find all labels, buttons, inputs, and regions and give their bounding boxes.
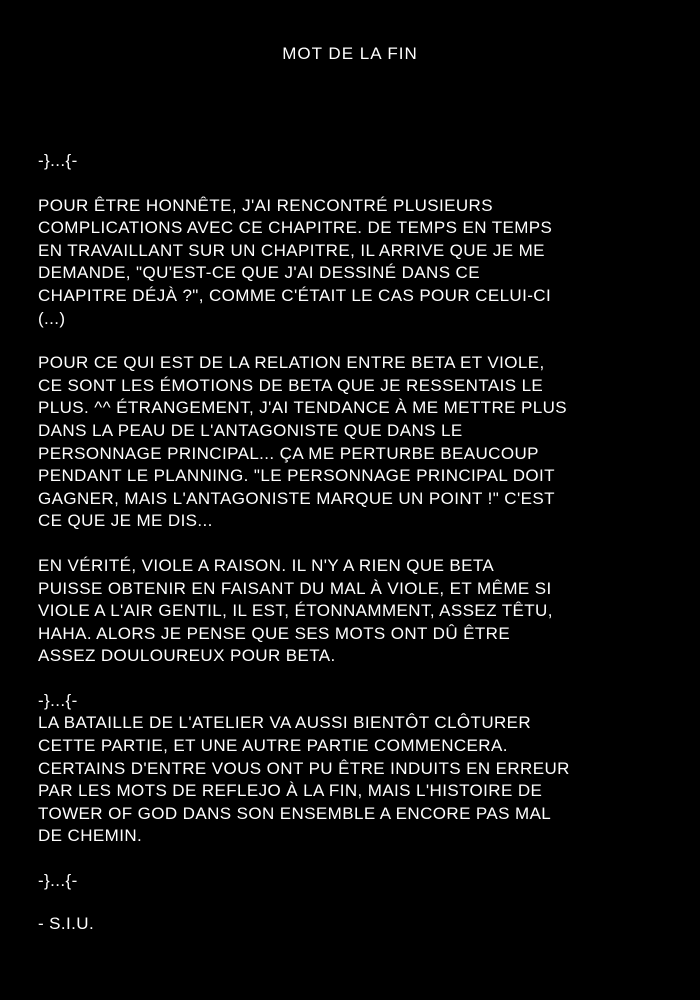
paragraph-3 — [38, 555, 664, 668]
paragraph-line: CHAPITRE DÉJÀ ?", COMME C'ÉTAIT LE CAS POUR CELUI-CI — [38, 285, 552, 305]
separator-1: -}...{- — [38, 151, 78, 170]
paragraph-line: POUR CE QUI EST DE LA RELATION ENTRE BETA ET VIOLE, — [38, 353, 545, 373]
paragraph-line: DEMANDE, "QU'EST-CE QUE J'AI DESSINÉ DANS CE — [38, 263, 480, 283]
paragraph-line: CERTAINS D'ENTRE VOUS ONT PU ÊTRE INDUITS EN ERREUR — [38, 758, 570, 778]
paragraph-line: TOWER OF GOD DANS SON ENSEMBLE A ENCORE PAS MAL — [38, 803, 552, 823]
paragraph-line: CE QUE JE ME DIS... — [38, 511, 213, 531]
paragraph-line: COMPLICATIONS AVEC CE CHAPITRE. DE TEMPS EN TEMPS — [38, 218, 553, 238]
paragraph-line: DANS LA PEAU DE L'ANTAGONISTE QUE DANS LE — [38, 420, 463, 440]
paragraph-line: (...) — [38, 308, 66, 328]
page-title: MOT DE LA FIN — [282, 44, 418, 63]
paragraph-line: GAGNER, MAIS L'ANTAGONISTE MARQUE UN POINT !" C'EST — [38, 488, 555, 508]
paragraph-line: DE CHEMIN. — [38, 826, 143, 846]
paragraph-line: PLUS. ^^ ÉTRANGEMENT, J'AI TENDANCE À ME METTRE PLUS — [38, 398, 567, 418]
paragraph-line: HAHA. ALORS JE PENSE QUE SES MOTS ONT DÛ ÊTRE — [38, 623, 511, 643]
signature: - S.I.U. — [38, 913, 95, 933]
spacer — [38, 173, 664, 195]
spacer — [38, 533, 664, 555]
separator-3: -}...{- — [38, 871, 78, 891]
paragraph-line: PUISSE OBTENIR EN FAISANT DU MAL À VIOLE, ET MÊME SI — [38, 578, 552, 598]
spacer — [38, 668, 664, 690]
paragraph-line: ASSEZ DOULOUREUX POUR BETA. — [38, 646, 336, 666]
paragraph-line: PAR LES MOTS DE REFLEJO À LA FIN, MAIS L'HISTOIRE DE — [38, 781, 543, 801]
paragraph-line: PERSONNAGE PRINCIPAL... ÇA ME PERTURBE BEAUCOUP — [38, 443, 539, 463]
paragraph-line: POUR ÊTRE HONNÊTE, J'AI RENCONTRÉ PLUSIEURS — [38, 195, 493, 215]
paragraph-2 — [38, 352, 664, 533]
paragraph-line: LA BATAILLE DE L'ATELIER VA AUSSI BIENTÔT CLÔTURER — [38, 713, 532, 733]
spacer — [38, 893, 664, 913]
paragraph-line: CETTE PARTIE, ET UNE AUTRE PARTIE COMMENCERA. — [38, 736, 508, 756]
paragraph-1 — [38, 195, 664, 331]
separator-2: -}...{- — [38, 690, 78, 710]
paragraph-line: CE SONT LES ÉMOTIONS DE BETA QUE JE RESSENTAIS LE — [38, 375, 544, 395]
spacer — [38, 330, 664, 352]
paragraph-line: EN TRAVAILLANT SUR UN CHAPITRE, IL ARRIVE QUE JE ME — [38, 240, 545, 260]
afterword-text — [38, 150, 664, 935]
paragraph-4 — [38, 712, 664, 848]
spacer — [38, 848, 664, 870]
paragraph-line: EN VÉRITÉ, VIOLE A RAISON. IL N'Y A RIEN QUE BETA — [38, 555, 495, 575]
paragraph-line: PENDANT LE PLANNING. "LE PERSONNAGE PRINCIPAL DOIT — [38, 466, 555, 486]
paragraph-line: VIOLE A L'AIR GENTIL, IL EST, ÉTONNAMMENT, ASSEZ TÊTU, — [38, 601, 553, 621]
